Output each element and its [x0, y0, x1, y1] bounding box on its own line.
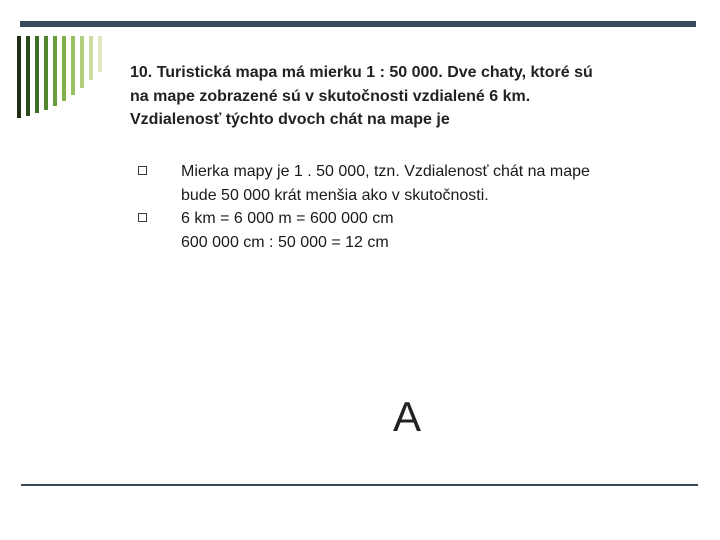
stripe-3 [35, 36, 39, 113]
decorative-stripes [17, 36, 107, 118]
bullet-line: 600 000 cm : 50 000 = 12 cm [181, 233, 389, 251]
solution-bullet [138, 207, 678, 254]
bullet-line: bude 50 000 krát menšia ako v skutočnosti. [181, 186, 489, 204]
stripe-10 [98, 36, 102, 72]
stripe-6 [62, 36, 66, 101]
square-bullet-icon [138, 213, 147, 222]
answer-letter: A [393, 393, 422, 440]
solution-list [138, 160, 678, 254]
bottom-divider [21, 484, 698, 486]
stripe-8 [80, 36, 84, 88]
question-line: 10. Turistická mapa má mierku 1 : 50 000. Dve chaty, ktoré sú [130, 64, 593, 81]
question-line: na mape zobrazené sú v skutočnosti vzdialené 6 km. [130, 87, 531, 105]
stripe-7 [71, 36, 75, 95]
solution-bullet [138, 160, 678, 207]
top-divider [20, 21, 696, 27]
stripe-1 [17, 36, 21, 118]
stripe-4 [44, 36, 48, 110]
question-text [130, 61, 675, 132]
stripe-5 [53, 36, 57, 106]
question-line: Vzdialenosť týchto dvoch chát na mape je [130, 111, 450, 128]
bullet-line: 6 km = 6 000 m = 600 000 cm [181, 210, 394, 227]
square-bullet-icon [138, 166, 147, 175]
stripe-9 [89, 36, 93, 80]
stripe-2 [26, 36, 30, 116]
bullet-line: Mierka mapy je 1 . 50 000, tzn. Vzdialenosť chát na mape [181, 163, 590, 180]
